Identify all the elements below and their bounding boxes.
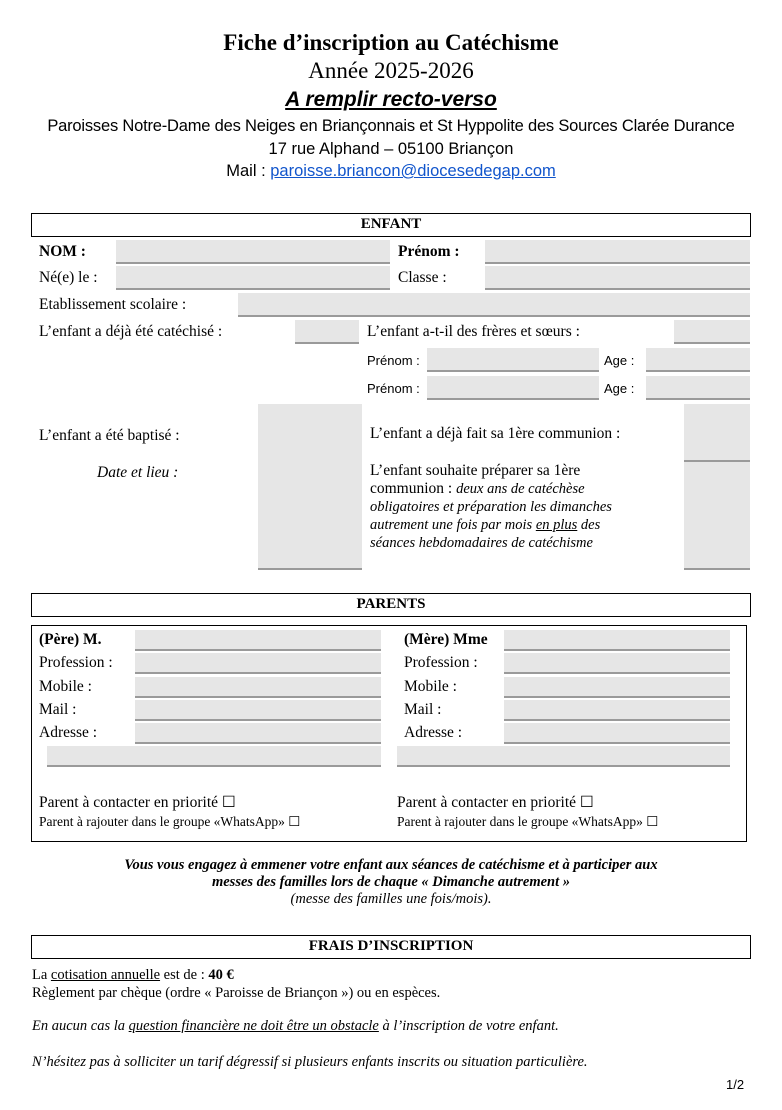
obstacle-c: à l’inscription de votre enfant. [378,1018,559,1034]
mail-label: Mail : [226,162,271,180]
deja-catechise-field[interactable] [295,320,359,344]
sibling1-age-field[interactable] [646,348,750,372]
mere-mail-label: Mail : [404,701,442,718]
obstacle-a: En aucun cas la [32,1018,129,1034]
birthdate-field[interactable] [116,266,390,290]
souhaite-line1: L’enfant souhaite préparer sa 1ère [370,462,581,479]
baptise-label: L’enfant a été baptisé : [39,427,180,444]
engagement-line3: (messe des familles une fois/mois). [290,891,492,907]
degressif-line: N’hésitez pas à solliciter un tarif dégressif si plusieurs enfants inscrits ou situation particulière. [32,1054,588,1070]
mere-adresse-label: Adresse : [404,724,463,741]
pere-name-field[interactable] [135,630,381,651]
sibling2-age-label: Age : [604,381,635,396]
ne-le-label: Né(e) le : [39,269,98,286]
souhaite-note-3 [370,516,680,534]
engagement-line1: Vous vous engagez à emmener votre enfant aux séances de catéchisme et à participer aux [124,857,658,873]
cotisation-amount: 40 € [208,967,234,983]
etablissement-label: Etablissement scolaire : [39,296,187,313]
souhaite-communion-field[interactable] [684,462,750,570]
cotisation-line [32,967,234,984]
mere-mobile-label: Mobile : [404,678,457,695]
souhaite-note-3b: en plus [535,517,578,533]
nom-label: NOM : [39,243,86,260]
etablissement-field[interactable] [238,293,750,317]
sibling1-prenom-label: Prénom : [367,353,420,368]
pere-mail-label: Mail : [39,701,77,718]
parishes-line: Paroisses Notre-Dame des Neiges en Briançonnais et St Hyppolite des Sources Clarée Durance [47,117,735,135]
mere-profession-label: Profession : [404,654,478,671]
souhaite-communion-text [370,462,680,552]
nom-field[interactable] [116,240,390,264]
pere-mail-field[interactable] [135,700,381,721]
sibling2-age-field[interactable] [646,376,750,400]
date-lieu-label: Date et lieu : [97,464,179,481]
sibling1-age-label: Age : [604,353,635,368]
mere-whatsapp-checkbox[interactable]: Parent à rajouter dans le groupe «WhatsApp» ☐ [397,814,659,829]
sibling2-prenom-label: Prénom : [367,381,420,396]
souhaite-note-2: obligatoires et préparation les dimanches [370,499,612,515]
prenom-label: Prénom : [398,243,460,260]
pere-mobile-field[interactable] [135,677,381,698]
mere-mail-field[interactable] [504,700,730,721]
pere-whatsapp-checkbox[interactable]: Parent à rajouter dans le groupe «WhatsApp» ☐ [39,814,301,829]
souhaite-note-3c: des [577,517,601,533]
mere-mobile-field[interactable] [504,677,730,698]
pere-priorite-checkbox[interactable]: Parent à contacter en priorité ☐ [39,794,236,811]
mere-adresse-field-2[interactable] [397,746,730,767]
mere-adresse-field[interactable] [504,723,730,744]
cotisation-b: cotisation annuelle [50,967,161,983]
obstacle-line [32,1018,559,1035]
reglement-line: Règlement par chèque (ordre « Paroisse de Briançon ») ou en espèces. [32,985,441,1001]
recto-verso-note: A remplir recto-verso [285,88,497,111]
section-enfant-header: ENFANT [31,213,751,237]
sibling2-prenom-field[interactable] [427,376,599,400]
classe-label: Classe : [398,269,447,286]
section-frais-header: FRAIS D’INSCRIPTION [31,935,751,959]
mere-priorite-checkbox[interactable]: Parent à contacter en priorité ☐ [397,794,594,811]
baptism-details-field[interactable] [258,404,362,570]
pere-label: (Père) M. [39,631,102,648]
deja-catechise-label: L’enfant a déjà été catéchisé : [39,323,223,340]
sibling1-prenom-field[interactable] [427,348,599,372]
souhaite-note-4: séances hebdomadaires de catéchisme [370,535,593,551]
page-title: Fiche d’inscription au Catéchisme [223,30,559,55]
year-subtitle: Année 2025-2026 [308,58,474,83]
pere-adresse-field[interactable] [135,723,381,744]
souhaite-line2 [370,480,680,498]
pere-profession-field[interactable] [135,653,381,674]
souhaite-note-3a: autrement une fois par mois [370,517,536,533]
mere-name-field[interactable] [504,630,730,651]
souhaite-note-1: deux ans de catéchèse [456,481,585,497]
pere-adresse-label: Adresse : [39,724,98,741]
pere-mobile-label: Mobile : [39,678,92,695]
mere-profession-field[interactable] [504,653,730,674]
engagement-line2: messes des familles lors de chaque « Dimanche autrement » [211,874,571,890]
section-parents-header: PARENTS [31,593,751,617]
mail-link[interactable]: paroisse.briancon@diocesedegap.com [270,162,556,180]
page-number: 1/2 [726,1077,745,1092]
freres-soeurs-field[interactable] [674,320,750,344]
cotisation-c: est de : [160,967,209,983]
premiere-communion-field[interactable] [684,404,750,462]
mail-line [0,162,782,181]
pere-profession-label: Profession : [39,654,113,671]
mere-label: (Mère) Mme [404,631,488,648]
address-line: 17 rue Alphand – 05100 Briançon [268,140,514,158]
obstacle-b: question financière ne doit être un obstacle [128,1018,379,1034]
classe-field[interactable] [485,266,750,290]
premiere-communion-label: L’enfant a déjà fait sa 1ère communion : [370,425,621,442]
prenom-field[interactable] [485,240,750,264]
pere-adresse-field-2[interactable] [47,746,381,767]
cotisation-a: La [32,967,51,983]
freres-soeurs-label: L’enfant a-t-il des frères et sœurs : [367,323,580,340]
souhaite-line2-label: communion : [370,480,457,497]
